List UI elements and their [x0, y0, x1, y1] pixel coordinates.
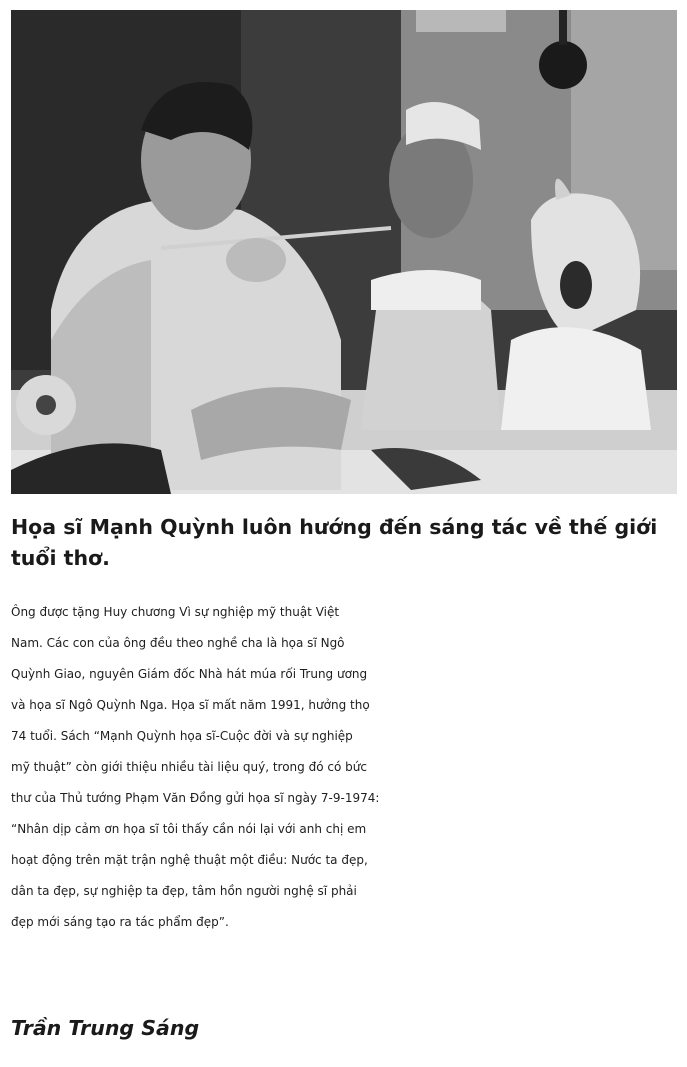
- paragraph-line: dân ta đẹp, sự nghiệp ta đẹp, tâm hồn người nghệ sĩ phải: [11, 884, 357, 898]
- paragraph-line: Ông được tặng Huy chương Vì sự nghiệp mỹ thuật Việt: [11, 605, 340, 619]
- caption-line: Họa sĩ Mạnh Quỳnh luôn hướng đến sáng tác về thế giới: [11, 515, 658, 539]
- photo-caption: [11, 512, 677, 574]
- photo-illustration: [11, 10, 677, 494]
- article-photo: [11, 10, 677, 494]
- paragraph-line: mỹ thuật” còn giới thiệu nhiều tài liệu quý, trong đó có bức: [11, 760, 367, 774]
- article-paragraph: [11, 597, 681, 938]
- author-byline: Trần Trung Sáng: [11, 1016, 200, 1040]
- paragraph-line: và họa sĩ Ngô Quỳnh Nga. Họa sĩ mất năm 1991, hưởng thọ: [11, 698, 370, 712]
- paragraph-line: hoạt động trên mặt trận nghệ thuật một điều: Nước ta đẹp,: [11, 853, 368, 867]
- caption-line: tuổi thơ.: [11, 546, 110, 570]
- paragraph-line: Nam. Các con của ông đều theo nghề cha là họa sĩ Ngô: [11, 636, 345, 650]
- paragraph-line: “Nhân dịp cảm ơn họa sĩ tôi thấy cần nói lại với anh chị em: [11, 822, 367, 836]
- paragraph-line: 74 tuổi. Sách “Mạnh Quỳnh họa sĩ-Cuộc đời và sự nghiệp: [11, 729, 353, 743]
- paragraph-line: thư của Thủ tướng Phạm Văn Đồng gửi họa sĩ ngày 7-9-1974:: [11, 791, 380, 805]
- paragraph-line: đẹp mới sáng tạo ra tác phẩm đẹp”.: [11, 915, 229, 929]
- paragraph-line: Quỳnh Giao, nguyên Giám đốc Nhà hát múa rối Trung ương: [11, 667, 368, 681]
